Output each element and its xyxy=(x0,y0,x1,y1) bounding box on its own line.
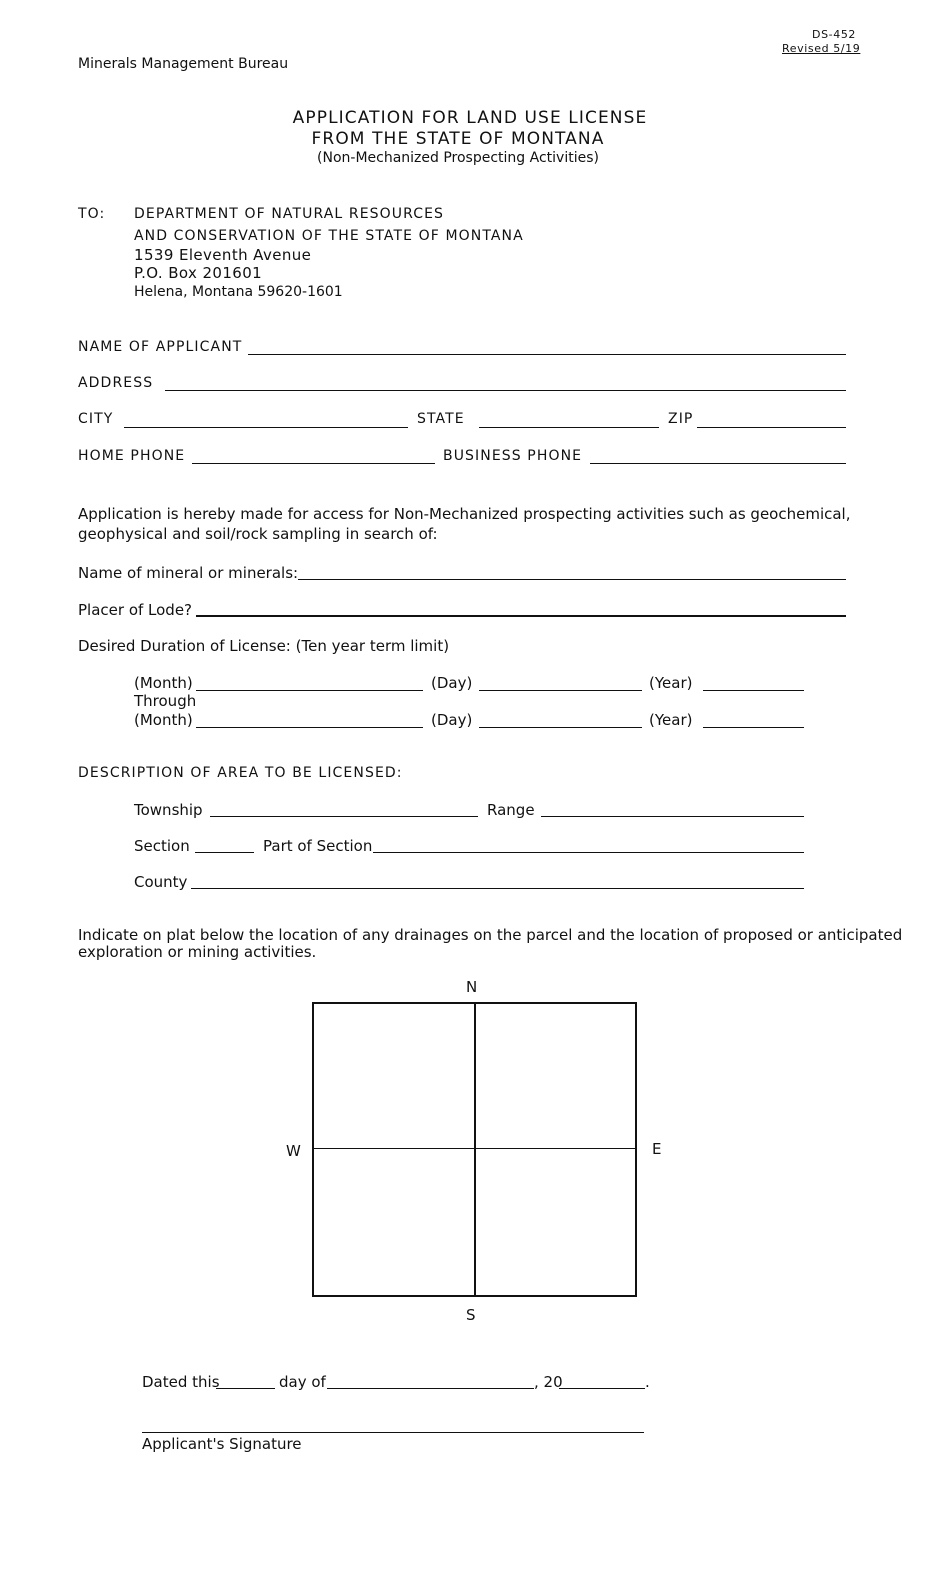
part-of-section-field[interactable] xyxy=(373,852,804,853)
section-label: Section xyxy=(134,837,190,855)
through-label: Through xyxy=(134,692,197,710)
county-label: County xyxy=(134,873,188,891)
bureau-name: Minerals Management Bureau xyxy=(78,56,289,72)
section-field[interactable] xyxy=(195,852,254,853)
township-field[interactable] xyxy=(210,816,478,817)
addressee-line-4: P.O. Box 201601 xyxy=(134,264,263,282)
dated-year-field[interactable] xyxy=(559,1388,645,1389)
business-phone-label: BUSINESS PHONE xyxy=(443,448,583,464)
home-phone-field[interactable] xyxy=(192,463,435,464)
dated-month-field[interactable] xyxy=(327,1388,534,1389)
statement-line-1: Application is hereby made for access for Non-Mechanized prospecting activities such as geochemical, xyxy=(78,505,851,523)
placer-lode-field[interactable] xyxy=(196,615,846,617)
end-day-field[interactable] xyxy=(479,727,642,728)
state-field[interactable] xyxy=(479,427,659,428)
north-label: N xyxy=(466,978,478,996)
plat-grid[interactable] xyxy=(312,1002,637,1297)
zip-field[interactable] xyxy=(697,427,846,428)
start-year-field[interactable] xyxy=(703,690,804,691)
start-month-field[interactable] xyxy=(196,690,423,691)
to-label: TO: xyxy=(78,206,106,222)
description-heading: DESCRIPTION OF AREA TO BE LICENSED: xyxy=(78,765,403,781)
county-field[interactable] xyxy=(191,888,804,889)
plat-horizontal-divider xyxy=(314,1148,635,1149)
form-number: DS-452 xyxy=(812,28,857,41)
end-year-field[interactable] xyxy=(703,727,804,728)
range-field[interactable] xyxy=(541,816,804,817)
range-label: Range xyxy=(487,801,535,819)
addressee-line-3: 1539 Eleventh Avenue xyxy=(134,246,312,264)
name-of-applicant-label: NAME OF APPLICANT xyxy=(78,339,243,355)
part-of-section-label: Part of Section xyxy=(263,837,373,855)
minerals-field[interactable] xyxy=(298,579,846,580)
start-day-field[interactable] xyxy=(479,690,642,691)
plat-instruction-line-2: exploration or mining activities. xyxy=(78,943,317,961)
dated-period: . xyxy=(645,1373,650,1391)
addressee-line-1: DEPARTMENT OF NATURAL RESOURCES xyxy=(134,206,445,222)
title-line-1: APPLICATION FOR LAND USE LICENSE xyxy=(292,108,648,128)
dated-day-field[interactable] xyxy=(216,1388,275,1389)
address-label: ADDRESS xyxy=(78,375,154,391)
placer-lode-label: Placer of Lode? xyxy=(78,601,193,619)
year-prefix-label: , 20 xyxy=(534,1373,563,1391)
minerals-label: Name of mineral or minerals: xyxy=(78,564,299,582)
duration-label: Desired Duration of License: (Ten year term limit) xyxy=(78,637,450,655)
signature-field[interactable] xyxy=(142,1432,644,1433)
city-field[interactable] xyxy=(124,427,408,428)
addressee-line-2: AND CONSERVATION OF THE STATE OF MONTANA xyxy=(134,228,524,244)
name-of-applicant-field[interactable] xyxy=(248,354,846,355)
east-label: E xyxy=(652,1140,662,1158)
subtitle: (Non-Mechanized Prospecting Activities) xyxy=(317,150,599,166)
dated-this-label: Dated this xyxy=(142,1373,220,1391)
home-phone-label: HOME PHONE xyxy=(78,448,186,464)
address-field[interactable] xyxy=(165,390,846,391)
end-month-label: (Month) xyxy=(134,711,193,729)
city-label: CITY xyxy=(78,411,114,427)
zip-label: ZIP xyxy=(668,411,694,427)
revised-date: Revised 5/19 xyxy=(782,42,861,55)
addressee-line-5: Helena, Montana 59620-1601 xyxy=(134,284,343,300)
business-phone-field[interactable] xyxy=(590,463,846,464)
west-label: W xyxy=(286,1142,301,1160)
start-day-label: (Day) xyxy=(431,674,473,692)
day-of-label: day of xyxy=(279,1373,326,1391)
title-line-2: FROM THE STATE OF MONTANA xyxy=(311,129,605,149)
start-year-label: (Year) xyxy=(649,674,693,692)
plat-vertical-divider xyxy=(474,1004,476,1295)
end-year-label: (Year) xyxy=(649,711,693,729)
statement-line-2: geophysical and soil/rock sampling in search of: xyxy=(78,525,438,543)
south-label: S xyxy=(466,1306,476,1324)
state-label: STATE xyxy=(417,411,465,427)
plat-instruction-line-1: Indicate on plat below the location of any drainages on the parcel and the location of proposed or anticipated xyxy=(78,926,903,944)
township-label: Township xyxy=(134,801,203,819)
start-month-label: (Month) xyxy=(134,674,193,692)
signature-label: Applicant's Signature xyxy=(142,1435,302,1453)
end-day-label: (Day) xyxy=(431,711,473,729)
end-month-field[interactable] xyxy=(196,727,423,728)
